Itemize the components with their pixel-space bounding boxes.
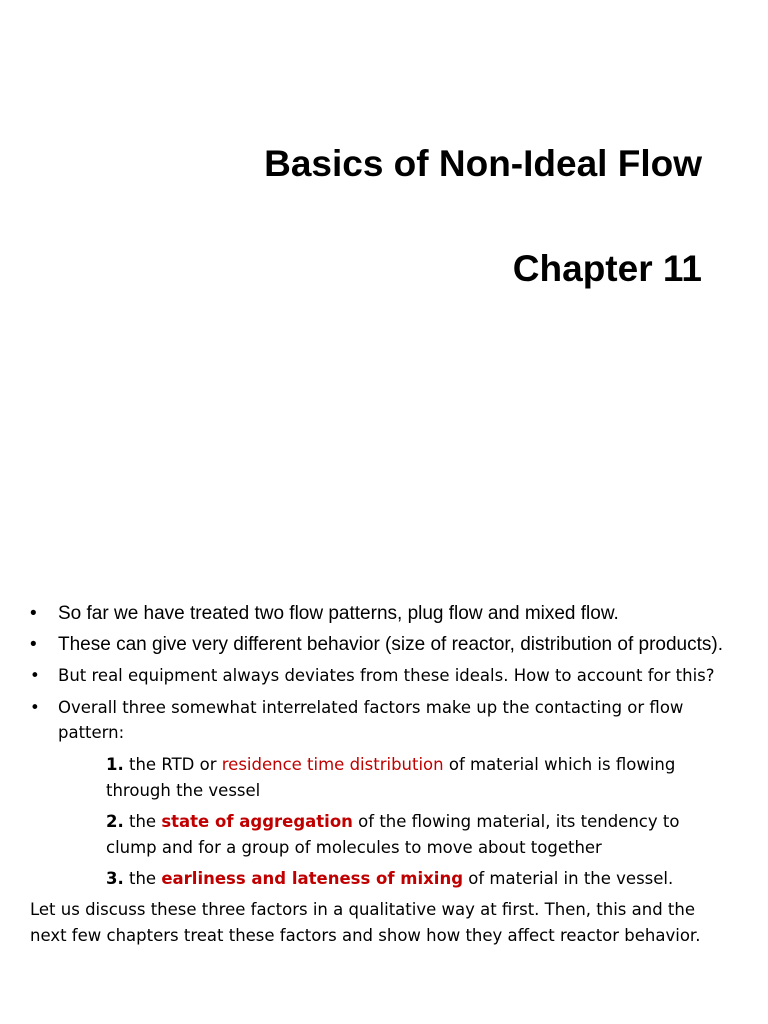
bullet-item: • Overall three somewhat interrelated factors make up the contacting or flow pattern: <box>30 695 730 745</box>
factor-number: 3. <box>106 869 124 888</box>
bullet-list <box>30 601 730 745</box>
factor-number: 2. <box>106 812 124 831</box>
factor-text: of the flowing material, its tendency to clump and for a group of molecules to move about together <box>106 812 680 857</box>
factor-text: the <box>123 812 162 831</box>
factor-text: of material which is flowing through the vessel <box>106 755 676 800</box>
factor-text: the RTD or <box>123 755 222 774</box>
page-title: Basics of Non-Ideal Flow <box>264 143 702 184</box>
factor-item <box>106 809 730 861</box>
factor-item <box>106 752 730 804</box>
body-text <box>30 601 730 949</box>
factor-list <box>30 752 730 892</box>
factor-text: the <box>123 869 162 888</box>
factor-highlight: residence time distribution <box>221 755 444 774</box>
closing-paragraph: Let us discuss these three factors in a qualitative way at first. Then, this and the next few chapters treat these factors and show how they affect reactor behavior. <box>30 900 701 945</box>
bullet-item: • These can give very different behavior (size of reactor, distribution of products). <box>30 632 730 657</box>
bullet-item: • But real equipment always deviates from these ideals. How to account for this? <box>30 663 730 688</box>
factor-highlight: earliness and lateness of mixing <box>161 869 464 888</box>
chapter-title: Chapter 11 <box>512 248 702 289</box>
bullet-item: • So far we have treated two flow patterns, plug flow and mixed flow. <box>30 601 730 626</box>
factor-number: 1. <box>106 755 124 774</box>
factor-text: of material in the vessel. <box>463 869 674 888</box>
factor-item <box>106 866 730 892</box>
factor-highlight: state of aggregation <box>161 812 353 831</box>
